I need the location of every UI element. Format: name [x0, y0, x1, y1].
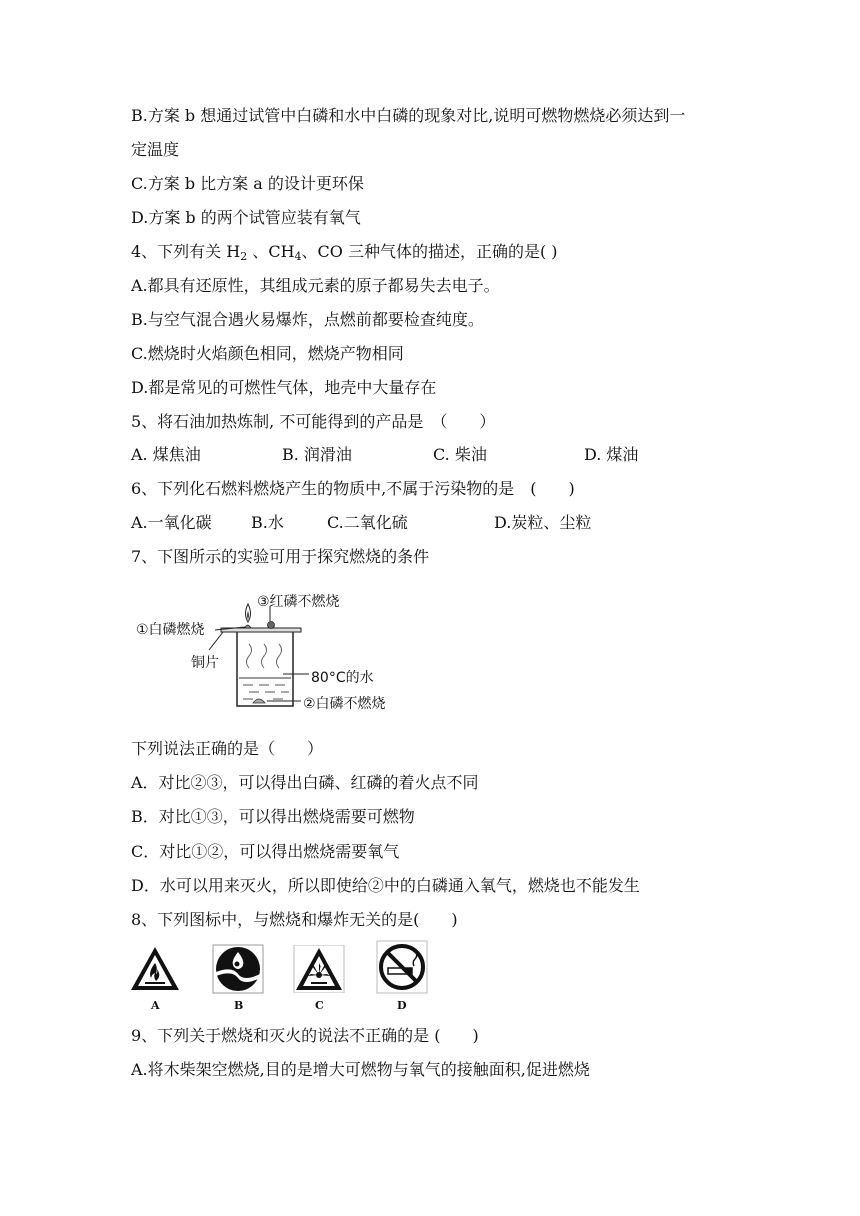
q4-option-b: B.与空气混合遇火易爆炸，点燃前都要检查纯度。 [131, 310, 484, 329]
q6-option-c: C.二氧化硫 [327, 513, 408, 532]
icon-caption-a: A [151, 999, 160, 1012]
q3-option-c: C.方案 b 比方案 a 的设计更环保 [131, 174, 364, 193]
q6-option-d: D.炭粒、尘粒 [494, 513, 592, 532]
q3-option-b-line2: 定温度 [131, 140, 180, 159]
no-smoking-icon [376, 940, 428, 994]
label-hot-water: 80°C的水 [311, 670, 374, 686]
q5-stem: 5、将石油加热炼制, 不可能得到的产品是 （ ） [131, 412, 496, 431]
q5-option-c: C. 柴油 [433, 445, 487, 464]
label-copper-plate: 铜片 [191, 655, 219, 671]
q4-stem [131, 242, 558, 262]
q7-prompt: 下列说法正确的是（ ） [131, 739, 324, 758]
q4-stem-part: 、CO 三种气体的描述，正确的是( ) [301, 242, 558, 261]
label-white-phosphorus-in-water: ②白磷不燃烧 [303, 696, 386, 712]
q8-stem: 8、下列图标中，与燃烧和爆炸无关的是( ) [131, 910, 458, 929]
flammable-warning-icon [129, 945, 181, 993]
q6-stem: 6、下列化石燃料燃烧产生的物质中,不属于污染物的是 ( ) [131, 479, 575, 498]
q5-option-a: A. 煤焦油 [131, 445, 201, 464]
q7-option-d: D．水可以用来灭火，所以即使给②中的白磷通入氧气，燃烧也不能发生 [131, 876, 640, 895]
q4-subscript: 4 [294, 250, 302, 263]
q4-stem-part: 、CH [247, 242, 295, 261]
q7-option-a: A．对比②③，可以得出白磷、红磷的着火点不同 [131, 773, 479, 792]
label-white-phosphorus-burning: ①白磷燃烧 [136, 622, 205, 638]
q7-option-b: B．对比①③，可以得出燃烧需要可燃物 [131, 807, 415, 826]
q9-option-a: A.将木柴架空燃烧,目的是增大可燃物与氧气的接触面积,促进燃烧 [131, 1060, 590, 1079]
q5-option-d: D. 煤油 [584, 445, 639, 464]
icon-caption-b: B [234, 999, 244, 1012]
q4-option-c: C.燃烧时火焰颜色相同，燃烧产物相同 [131, 344, 404, 363]
q4-option-a: A.都具有还原性，其组成元素的原子都易失去电子。 [131, 276, 500, 295]
q5-option-b: B. 润滑油 [282, 445, 352, 464]
q7-stem: 7、下图所示的实验可用于探究燃烧的条件 [131, 547, 430, 566]
q3-option-d: D.方案 b 的两个试管应装有氧气 [131, 208, 361, 227]
explosive-warning-icon [293, 945, 345, 993]
q6-option-a: A.一氧化碳 [131, 513, 212, 532]
q6-option-b: B.水 [251, 513, 284, 532]
q4-stem-part: 4、下列有关 H [131, 242, 241, 261]
q7-option-c: C．对比①②，可以得出燃烧需要氧气 [131, 842, 400, 861]
icon-caption-c: C [315, 999, 324, 1012]
q4-option-d: D.都是常见的可燃性气体，地壳中大量存在 [131, 378, 437, 397]
water-saving-icon [212, 944, 264, 994]
q3-option-b-line1: B.方案 b 想通过试管中白磷和水中白磷的现象对比,说明可燃物燃烧必须达到一 [131, 106, 686, 125]
q9-stem: 9、下列关于燃烧和灭火的说法不正确的是 ( ) [131, 1026, 479, 1045]
q4-subscript: 2 [240, 250, 248, 263]
q5-options [131, 445, 638, 465]
icon-caption-d: D [397, 999, 407, 1012]
label-red-phosphorus: ③红磷不燃烧 [257, 594, 340, 610]
q6-options [131, 513, 591, 533]
